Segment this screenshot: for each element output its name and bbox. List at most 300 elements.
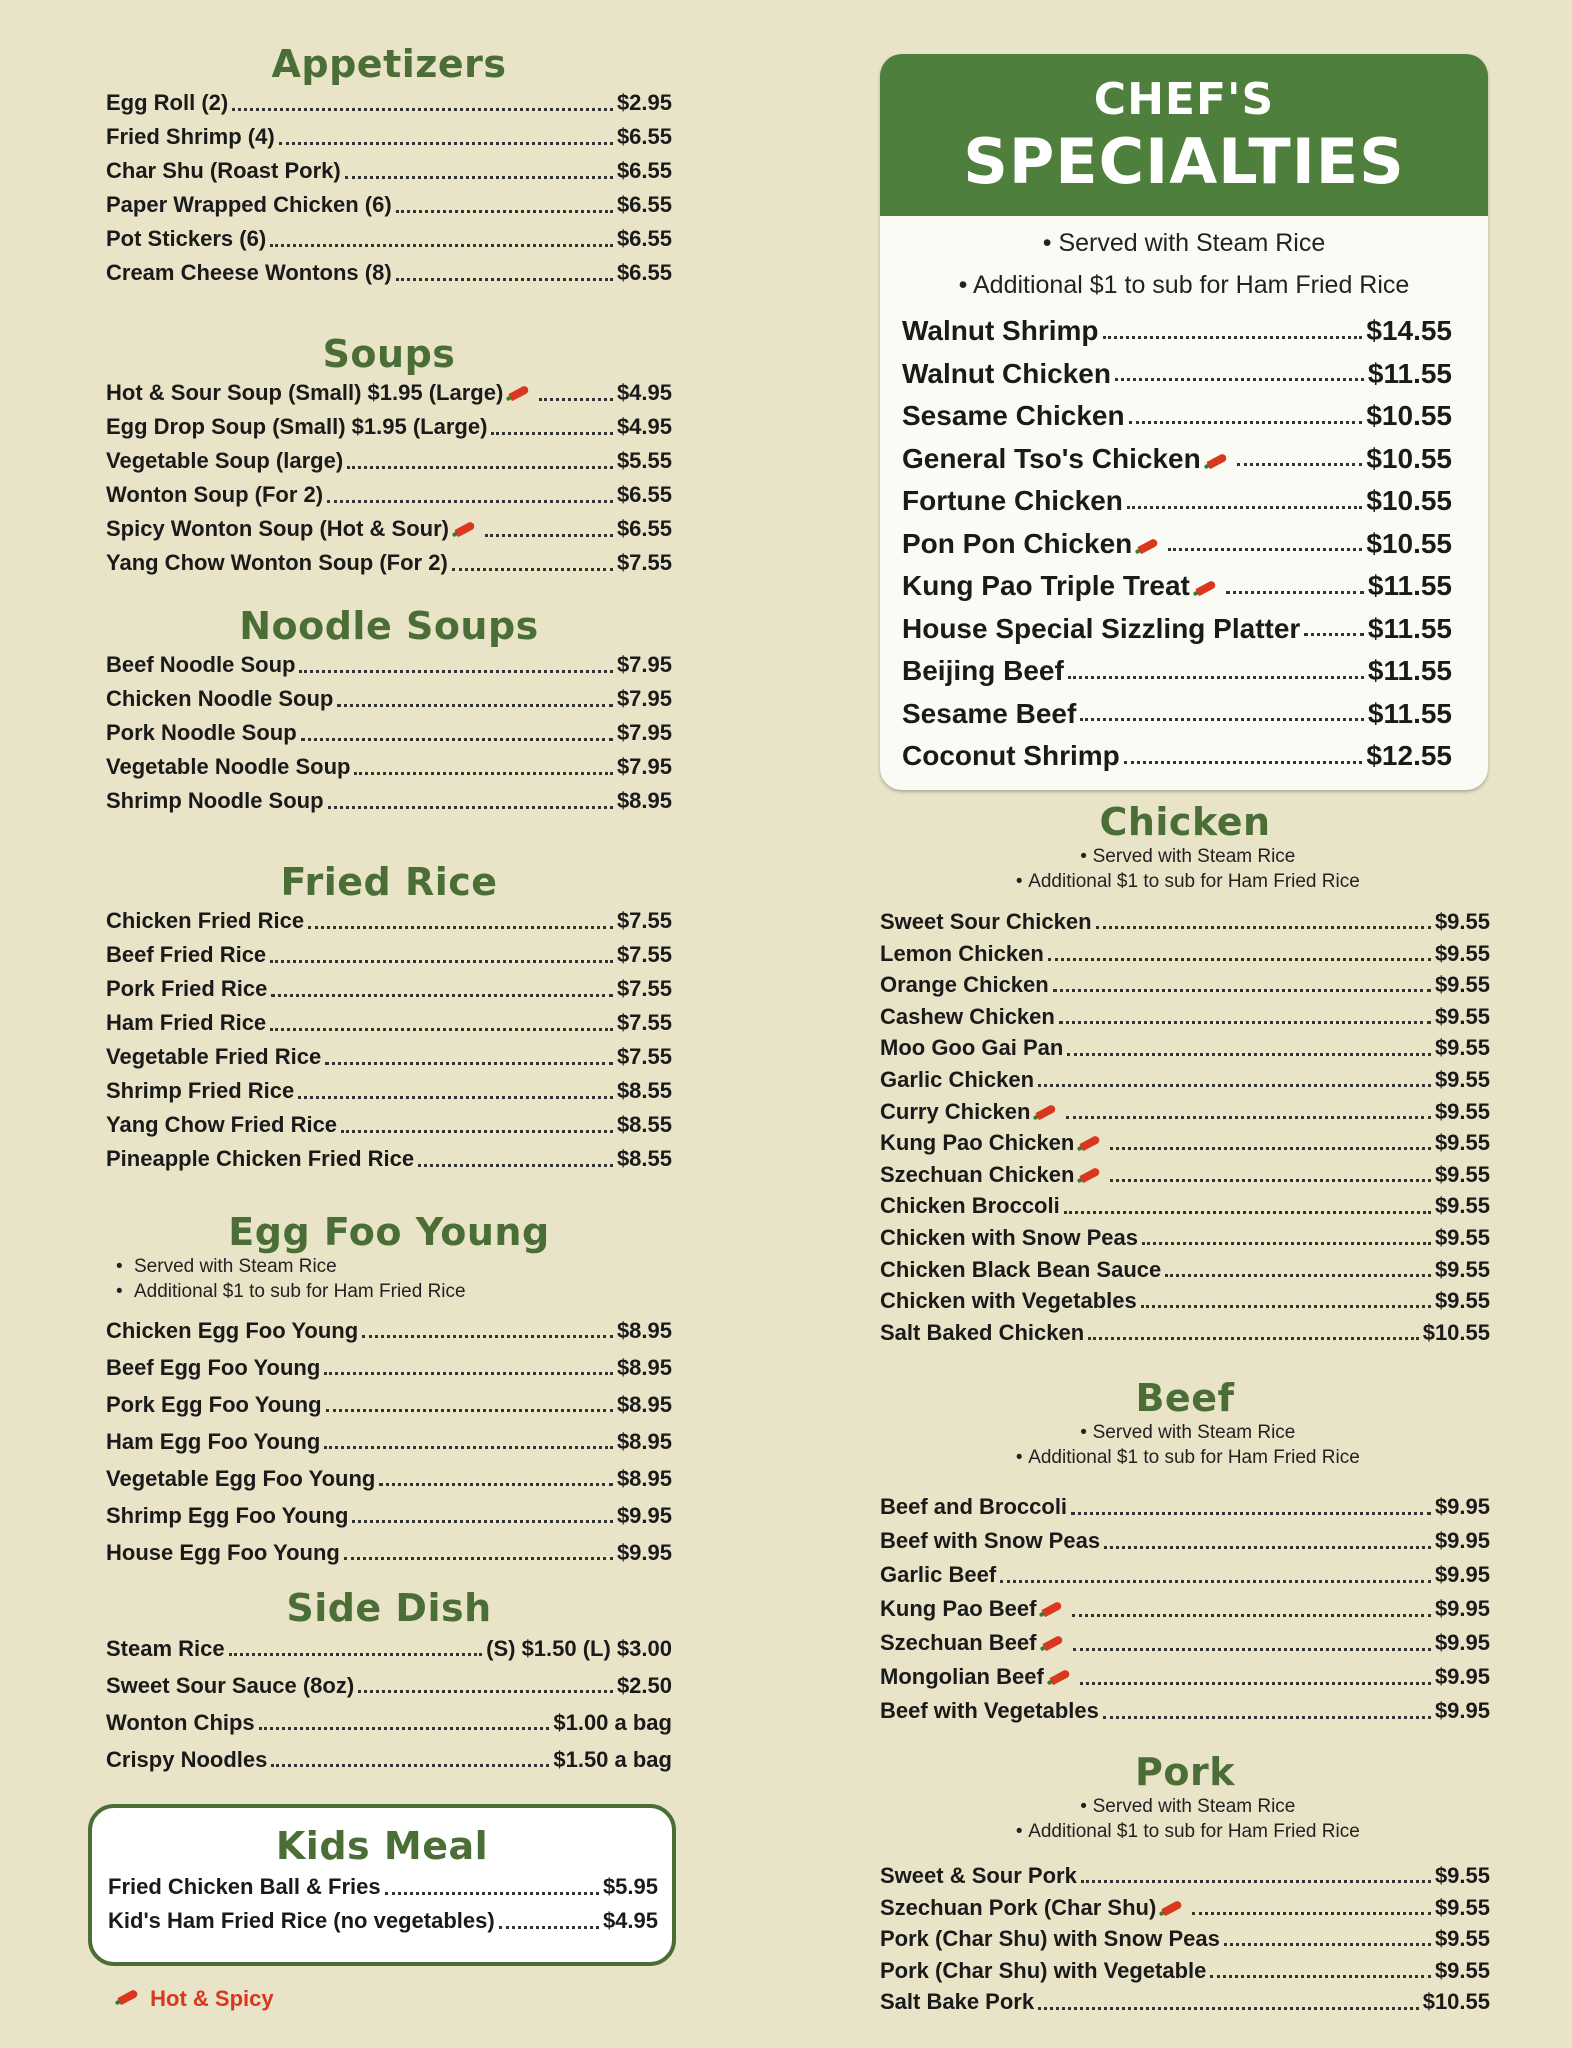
dot-leader: [347, 466, 613, 469]
menu-item-name: Wonton Chips: [106, 1710, 255, 1735]
pepper-icon: [1138, 537, 1159, 553]
menu-item-name: Ham Egg Foo Young: [106, 1429, 321, 1454]
menu-item-name: Kid's Ham Fried Rice (no vegetables): [108, 1908, 495, 1933]
menu-item-price: $9.95: [1434, 1664, 1490, 1689]
menu-item-price: $6.55: [616, 192, 672, 217]
dot-leader: [1124, 761, 1363, 764]
menu-item-price: $9.95: [1434, 1494, 1490, 1519]
menu-item-price: $6.55: [616, 158, 672, 183]
pepper-icon: [1162, 1899, 1183, 1915]
soups-section: [106, 332, 672, 580]
menu-item-price: $10.55: [1422, 1989, 1490, 2015]
menu-item-name: Beef Egg Foo Young: [106, 1355, 321, 1380]
menu-item-price: $11.55: [1367, 655, 1452, 686]
chicken-title: Chicken: [1099, 800, 1271, 844]
fried-rice-title: Fried Rice: [280, 860, 498, 904]
chefs-title-line2: SPECIALTIES: [963, 125, 1405, 198]
side-dish-list: [106, 1630, 672, 1778]
menu-item: [880, 906, 1490, 938]
menu-item: [106, 1423, 672, 1460]
egg-foo-young-section: [106, 1210, 672, 1571]
menu-item: [880, 1923, 1490, 1955]
dot-leader: [1048, 958, 1431, 961]
chicken-list: [880, 906, 1490, 1348]
menu-item-name: Pork Egg Foo Young: [106, 1392, 322, 1417]
dot-leader: [324, 1446, 613, 1449]
menu-item-price: $10.55: [1366, 485, 1452, 516]
menu-item-price: $10.55: [1366, 527, 1452, 559]
menu-item-name: Coconut Shrimp: [902, 740, 1120, 771]
menu-item-price: $9.95: [1434, 1596, 1490, 1621]
menu-item-price: $9.95: [1434, 1528, 1490, 1553]
menu-item-name: Walnut Shrimp: [902, 315, 1099, 346]
pepper-icon: [454, 521, 475, 537]
menu-item-price: $6.55: [616, 516, 672, 541]
menu-item-name: Shrimp Fried Rice: [106, 1078, 295, 1103]
menu-item: [880, 1127, 1490, 1159]
dot-leader: [491, 432, 613, 435]
section-note: [880, 1445, 1490, 1470]
side-dish-title: Side Dish: [286, 1586, 492, 1630]
menu-item: [106, 1630, 672, 1667]
dot-leader: [396, 278, 613, 281]
menu-item-price: $11.55: [1367, 357, 1452, 389]
menu-item-name: Kung Pao Chicken: [880, 1130, 1075, 1156]
dot-leader: [1103, 336, 1363, 339]
bullet-icon: •: [1080, 1796, 1087, 1817]
bullet-icon: •: [1080, 1422, 1087, 1443]
pepper-icon: [1036, 1103, 1057, 1119]
menu-item-name: Ham Fried Rice: [106, 1010, 267, 1035]
dot-leader: [1129, 421, 1363, 424]
menu-item-name: Szechuan Beef: [880, 1630, 1037, 1655]
menu-item: [902, 310, 1452, 353]
pepper-icon: [1195, 580, 1216, 596]
menu-item: [902, 565, 1452, 608]
chicken-section: [880, 800, 1490, 1348]
dot-leader: [271, 994, 613, 997]
menu-item-name: Cashew Chicken: [880, 1003, 1055, 1029]
dot-leader: [1168, 548, 1362, 551]
menu-item-name: Steam Rice: [106, 1636, 225, 1661]
menu-item-name: Wonton Soup (For 2): [106, 482, 324, 507]
menu-item: [902, 523, 1452, 566]
menu-item: [106, 784, 672, 818]
menu-item: [880, 1222, 1490, 1254]
menu-item-price: $7.55: [616, 550, 672, 575]
dot-leader: [341, 1130, 613, 1133]
menu-item: [880, 1190, 1490, 1222]
menu-item: [106, 682, 672, 716]
menu-item: [880, 1317, 1490, 1349]
dot-leader: [1210, 1975, 1431, 1978]
dot-leader: [1068, 676, 1364, 679]
dot-leader: [1096, 926, 1431, 929]
dot-leader: [1103, 1716, 1431, 1719]
menu-item-name: Sesame Chicken: [902, 400, 1125, 431]
menu-item-name: Sweet & Sour Pork: [880, 1863, 1077, 1888]
menu-item-price: $9.95: [1434, 1630, 1490, 1655]
menu-item-name: Pon Pon Chicken: [902, 527, 1133, 559]
menu-item-name: Sweet Sour Chicken: [880, 909, 1092, 934]
dot-leader: [1110, 1147, 1431, 1150]
menu-item-price: $7.95: [616, 720, 672, 745]
beef-section: [880, 1376, 1490, 1728]
dot-leader: [352, 1520, 613, 1523]
menu-item-name: Char Shu (Roast Pork): [106, 158, 341, 183]
menu-item-price: $7.55: [616, 1010, 672, 1035]
menu-item-name: Shrimp Egg Foo Young: [106, 1503, 349, 1528]
menu-item-price: $10.55: [1366, 442, 1452, 474]
menu-item: [106, 1460, 672, 1497]
dot-leader: [1141, 1305, 1431, 1308]
menu-item-price: $9.55: [1434, 972, 1490, 998]
menu-item-price: $9.55: [1434, 1003, 1490, 1029]
pepper-icon: [1080, 1135, 1101, 1151]
menu-item: [106, 546, 672, 580]
dot-leader: [344, 1557, 613, 1560]
menu-item-price: $8.95: [616, 1466, 672, 1491]
menu-item-name: Fried Shrimp (4): [106, 124, 275, 149]
menu-item-name: Pork (Char Shu) with Vegetable: [880, 1957, 1207, 1983]
egg-foo-young-list: [106, 1312, 672, 1571]
chefs-specialties-notes: [880, 216, 1488, 306]
egg-foo-young-title: Egg Foo Young: [228, 1210, 550, 1254]
menu-item-price: $10.55: [1422, 1319, 1490, 1345]
appetizers-title: Appetizers: [271, 42, 507, 86]
bullet-icon: •: [116, 1256, 123, 1277]
menu-item-price: $9.55: [1434, 1161, 1490, 1187]
soups-list: [106, 376, 672, 580]
menu-item-price: $14.55: [1366, 315, 1452, 346]
menu-item-price: $7.55: [616, 908, 672, 933]
menu-item-name: Sweet Sour Sauce (8oz): [106, 1673, 355, 1698]
dot-leader: [354, 772, 612, 775]
dot-leader: [326, 1409, 613, 1412]
menu-item-name: Pork Noodle Soup: [106, 720, 297, 745]
menu-item-price: $11.55: [1367, 612, 1452, 644]
menu-item: [106, 750, 672, 784]
menu-item-name: Chicken Black Bean Sauce: [880, 1256, 1162, 1282]
menu-item: [902, 480, 1452, 523]
dot-leader: [298, 1096, 613, 1099]
pepper-icon: [1206, 452, 1227, 468]
menu-item-name: Szechuan Chicken: [880, 1161, 1075, 1187]
menu-item: [880, 1524, 1490, 1558]
kids-meal-title: Kids Meal: [275, 1824, 489, 1868]
pork-title: Pork: [1135, 1750, 1235, 1794]
dot-leader: [345, 176, 613, 179]
bullet-icon: •: [1015, 871, 1023, 892]
menu-item-name: Kung Pao Beef: [880, 1596, 1037, 1621]
dot-leader: [328, 806, 613, 809]
dot-leader: [1104, 1546, 1431, 1549]
menu-item-name: Vegetable Egg Foo Young: [106, 1466, 376, 1491]
chefs-specialties-list: [880, 306, 1488, 778]
menu-item-name: Lemon Chicken: [880, 940, 1044, 966]
menu-item-price: $7.55: [616, 942, 672, 967]
menu-item-name: Hot & Sour Soup (Small) $1.95 (Large): [106, 380, 504, 405]
beef-title: Beef: [1135, 1376, 1235, 1420]
menu-item: [106, 1497, 672, 1534]
dot-leader: [270, 244, 613, 247]
menu-item-name: Fried Chicken Ball & Fries: [108, 1874, 381, 1899]
menu-item-price: $11.55: [1367, 697, 1452, 729]
dot-leader: [325, 1062, 613, 1065]
menu-item-price: $9.55: [1434, 1224, 1490, 1250]
menu-item-price: $6.55: [616, 226, 672, 251]
menu-item-name: Pork (Char Shu) with Snow Peas: [880, 1926, 1220, 1952]
menu-item: [902, 353, 1452, 396]
menu-item-price: $1.00 a bag: [553, 1710, 672, 1735]
menu-item: [880, 1986, 1490, 2018]
menu-item-price: $8.95: [616, 1392, 672, 1417]
menu-item-name: Chicken Noodle Soup: [106, 686, 334, 711]
menu-item: [880, 1254, 1490, 1286]
menu-item-name: General Tso's Chicken: [902, 442, 1201, 474]
menu-item-price: $1.50 a bag: [553, 1747, 672, 1772]
fried-rice-section: [106, 860, 672, 1176]
menu-item: [106, 188, 672, 222]
menu-item-price: $9.55: [1434, 1288, 1490, 1314]
menu-item-price: $5.55: [616, 448, 672, 473]
dot-leader: [362, 1335, 613, 1338]
menu-item: [880, 1694, 1490, 1728]
menu-item-price: $9.55: [1434, 909, 1490, 934]
dot-leader: [1127, 506, 1362, 509]
menu-item: [902, 735, 1452, 778]
menu-item: [880, 1490, 1490, 1524]
menu-item-price: $7.95: [616, 686, 672, 711]
section-note-text: Served with Steam Rice: [1092, 1422, 1296, 1443]
dot-leader: [271, 1764, 549, 1767]
fried-rice-list: [106, 904, 672, 1176]
menu-item-name: Walnut Chicken: [902, 357, 1111, 389]
section-note: [880, 869, 1490, 894]
menu-item-price: $7.55: [616, 1044, 672, 1069]
menu-item-price: $9.55: [1434, 1066, 1490, 1092]
menu-item-name: Garlic Chicken: [880, 1066, 1035, 1092]
menu-item-name: Beijing Beef: [902, 655, 1064, 686]
menu-item-name: Cream Cheese Wontons (8): [106, 260, 392, 285]
menu-item: [880, 1096, 1490, 1128]
menu-item-price: $8.55: [616, 1078, 672, 1103]
dot-leader: [1110, 1179, 1431, 1182]
menu-item: [106, 376, 672, 410]
menu-item-name: Egg Roll (2): [106, 90, 229, 115]
pepper-icon: [117, 1989, 138, 2005]
menu-item-price: $4.95: [602, 1908, 658, 1933]
appetizers-list: [106, 86, 672, 290]
menu-item-name: Beef with Vegetables: [880, 1698, 1099, 1723]
menu-item-name: Egg Drop Soup (Small) $1.95 (Large): [106, 414, 488, 439]
section-note: [880, 1819, 1490, 1844]
menu-item-price: (S) $1.50 (L) $3.00: [486, 1636, 672, 1661]
menu-item: [902, 395, 1452, 438]
dot-leader: [1053, 989, 1431, 992]
menu-item-name: Beef Noodle Soup: [106, 652, 296, 677]
menu-item: [880, 1660, 1490, 1694]
menu-item: [106, 938, 672, 972]
menu-item: [106, 1741, 672, 1778]
menu-item: [880, 1955, 1490, 1987]
menu-item: [902, 650, 1452, 693]
menu-item-price: $9.95: [1434, 1562, 1490, 1587]
menu-item: [902, 693, 1452, 736]
chefs-specialties-header: [880, 54, 1488, 216]
section-note: [116, 1279, 672, 1304]
menu-item-price: $9.55: [1434, 1098, 1490, 1124]
dot-leader: [270, 960, 613, 963]
dot-leader: [1000, 1580, 1431, 1583]
menu-item: [106, 410, 672, 444]
menu-item: [880, 1159, 1490, 1191]
pepper-icon: [509, 385, 530, 401]
menu-item: [106, 904, 672, 938]
pepper-icon: [1049, 1669, 1070, 1685]
menu-item: [880, 1285, 1490, 1317]
menu-item-name: Pineapple Chicken Fried Rice: [106, 1146, 415, 1171]
appetizers-section: [106, 42, 672, 290]
dot-leader: [279, 142, 613, 145]
menu-item: [106, 1386, 672, 1423]
dot-leader: [379, 1483, 613, 1486]
dot-leader: [1226, 591, 1364, 594]
pork-notes: [880, 1794, 1490, 1844]
pepper-icon: [1042, 1635, 1063, 1651]
menu-item-name: Vegetable Soup (large): [106, 448, 344, 473]
dot-leader: [1192, 1912, 1431, 1915]
bullet-icon: •: [1015, 1821, 1023, 1842]
menu-item: [106, 972, 672, 1006]
spicy-legend-label: Hot & Spicy: [150, 1986, 274, 2011]
dot-leader: [1072, 1614, 1430, 1617]
noodle-soups-section: [106, 604, 672, 818]
menu-item-name: Garlic Beef: [880, 1562, 997, 1587]
beef-notes: [880, 1420, 1490, 1470]
beef-list: [880, 1490, 1490, 1728]
dot-leader: [1071, 1512, 1431, 1515]
dot-leader: [327, 500, 613, 503]
dot-leader: [1073, 1648, 1431, 1651]
dot-leader: [1038, 1084, 1431, 1087]
menu-item-name: Pork Fried Rice: [106, 976, 268, 1001]
dot-leader: [1064, 1211, 1431, 1214]
menu-item-price: $9.55: [1434, 1957, 1490, 1983]
menu-item-price: $9.95: [616, 1540, 672, 1565]
menu-item: [880, 1558, 1490, 1592]
dot-leader: [259, 1727, 550, 1730]
menu-item-name: Crispy Noodles: [106, 1747, 268, 1772]
menu-item: [880, 1064, 1490, 1096]
dot-leader: [1115, 378, 1364, 381]
section-note: [880, 1794, 1490, 1819]
noodle-soups-title: Noodle Soups: [239, 604, 539, 648]
noodle-soups-list: [106, 648, 672, 818]
dot-leader: [337, 704, 613, 707]
menu-item-price: $9.55: [1434, 1256, 1490, 1282]
menu-item-name: Yang Chow Wonton Soup (For 2): [106, 550, 448, 575]
menu-item-price: $6.55: [616, 482, 672, 507]
menu-item: [880, 1032, 1490, 1064]
dot-leader: [485, 534, 613, 537]
dot-leader: [452, 568, 613, 571]
bullet-icon: •: [1015, 1447, 1023, 1468]
dot-leader: [1088, 1337, 1419, 1340]
dot-leader: [270, 1028, 613, 1031]
menu-item-name: Moo Goo Gai Pan: [880, 1035, 1064, 1061]
menu-item: [108, 1904, 658, 1938]
section-note-text: Served with Steam Rice: [1092, 1796, 1296, 1817]
menu-item-price: $6.55: [616, 260, 672, 285]
menu-item-name: Paper Wrapped Chicken (6): [106, 192, 392, 217]
dot-leader: [232, 108, 613, 111]
menu-item-name: House Special Sizzling Platter: [902, 612, 1301, 644]
menu-item-name: Chicken with Vegetables: [880, 1288, 1137, 1314]
menu-item: [106, 512, 672, 546]
dot-leader: [396, 210, 613, 213]
chefs-note: • Additional $1 to sub for Ham Fried Rice: [958, 271, 1410, 299]
dot-leader: [499, 1926, 599, 1929]
section-note-text: Additional $1 to sub for Ham Fried Rice: [1028, 871, 1360, 892]
menu-item-price: $5.95: [602, 1874, 658, 1899]
menu-item-name: Beef with Snow Peas: [880, 1528, 1101, 1553]
menu-item: [880, 1892, 1490, 1924]
dot-leader: [308, 926, 613, 929]
menu-item: [106, 478, 672, 512]
pork-section: [880, 1750, 1490, 2018]
menu-item: [106, 1349, 672, 1386]
menu-item-name: Salt Baked Chicken: [880, 1319, 1085, 1345]
menu-item-name: Sesame Beef: [902, 697, 1077, 729]
menu-item-price: $4.95: [616, 380, 672, 405]
pepper-icon: [1042, 1601, 1063, 1617]
section-note: [880, 844, 1490, 869]
menu-item-name: Beef Fried Rice: [106, 942, 267, 967]
menu-item: [106, 1040, 672, 1074]
menu-item-price: $8.95: [616, 788, 672, 813]
dot-leader: [299, 670, 612, 673]
section-note-text: Served with Steam Rice: [134, 1256, 337, 1277]
menu-item: [902, 608, 1452, 651]
menu-item-price: $9.55: [1434, 1193, 1490, 1219]
menu-item-price: $8.95: [616, 1355, 672, 1380]
menu-item-name: Curry Chicken: [880, 1098, 1031, 1124]
dot-leader: [1237, 463, 1363, 466]
menu-item-name: Spicy Wonton Soup (Hot & Sour): [106, 516, 449, 541]
menu-item-price: $9.55: [1434, 1863, 1490, 1888]
menu-item-name: Vegetable Fried Rice: [106, 1044, 322, 1069]
dot-leader: [1224, 1943, 1431, 1946]
menu-item: [108, 1870, 658, 1904]
menu-item-name: Pot Stickers (6): [106, 226, 267, 251]
dot-leader: [1059, 1021, 1431, 1024]
menu-item: [106, 1074, 672, 1108]
menu-item-name: Chicken Fried Rice: [106, 908, 305, 933]
kids-meal-box: [88, 1804, 676, 1966]
menu-item-price: $9.55: [1434, 940, 1490, 966]
section-note-text: Additional $1 to sub for Ham Fried Rice: [134, 1281, 466, 1302]
menu-item-name: Orange Chicken: [880, 972, 1049, 998]
dot-leader: [358, 1690, 613, 1693]
menu-item-name: Shrimp Noodle Soup: [106, 788, 324, 813]
menu-item-name: Fortune Chicken: [902, 485, 1123, 516]
chefs-specialties-box: [880, 54, 1488, 790]
bullet-icon: •: [1080, 846, 1087, 867]
section-note-text: Additional $1 to sub for Ham Fried Rice: [1028, 1821, 1360, 1842]
chicken-notes: [880, 844, 1490, 894]
menu-item: [106, 154, 672, 188]
